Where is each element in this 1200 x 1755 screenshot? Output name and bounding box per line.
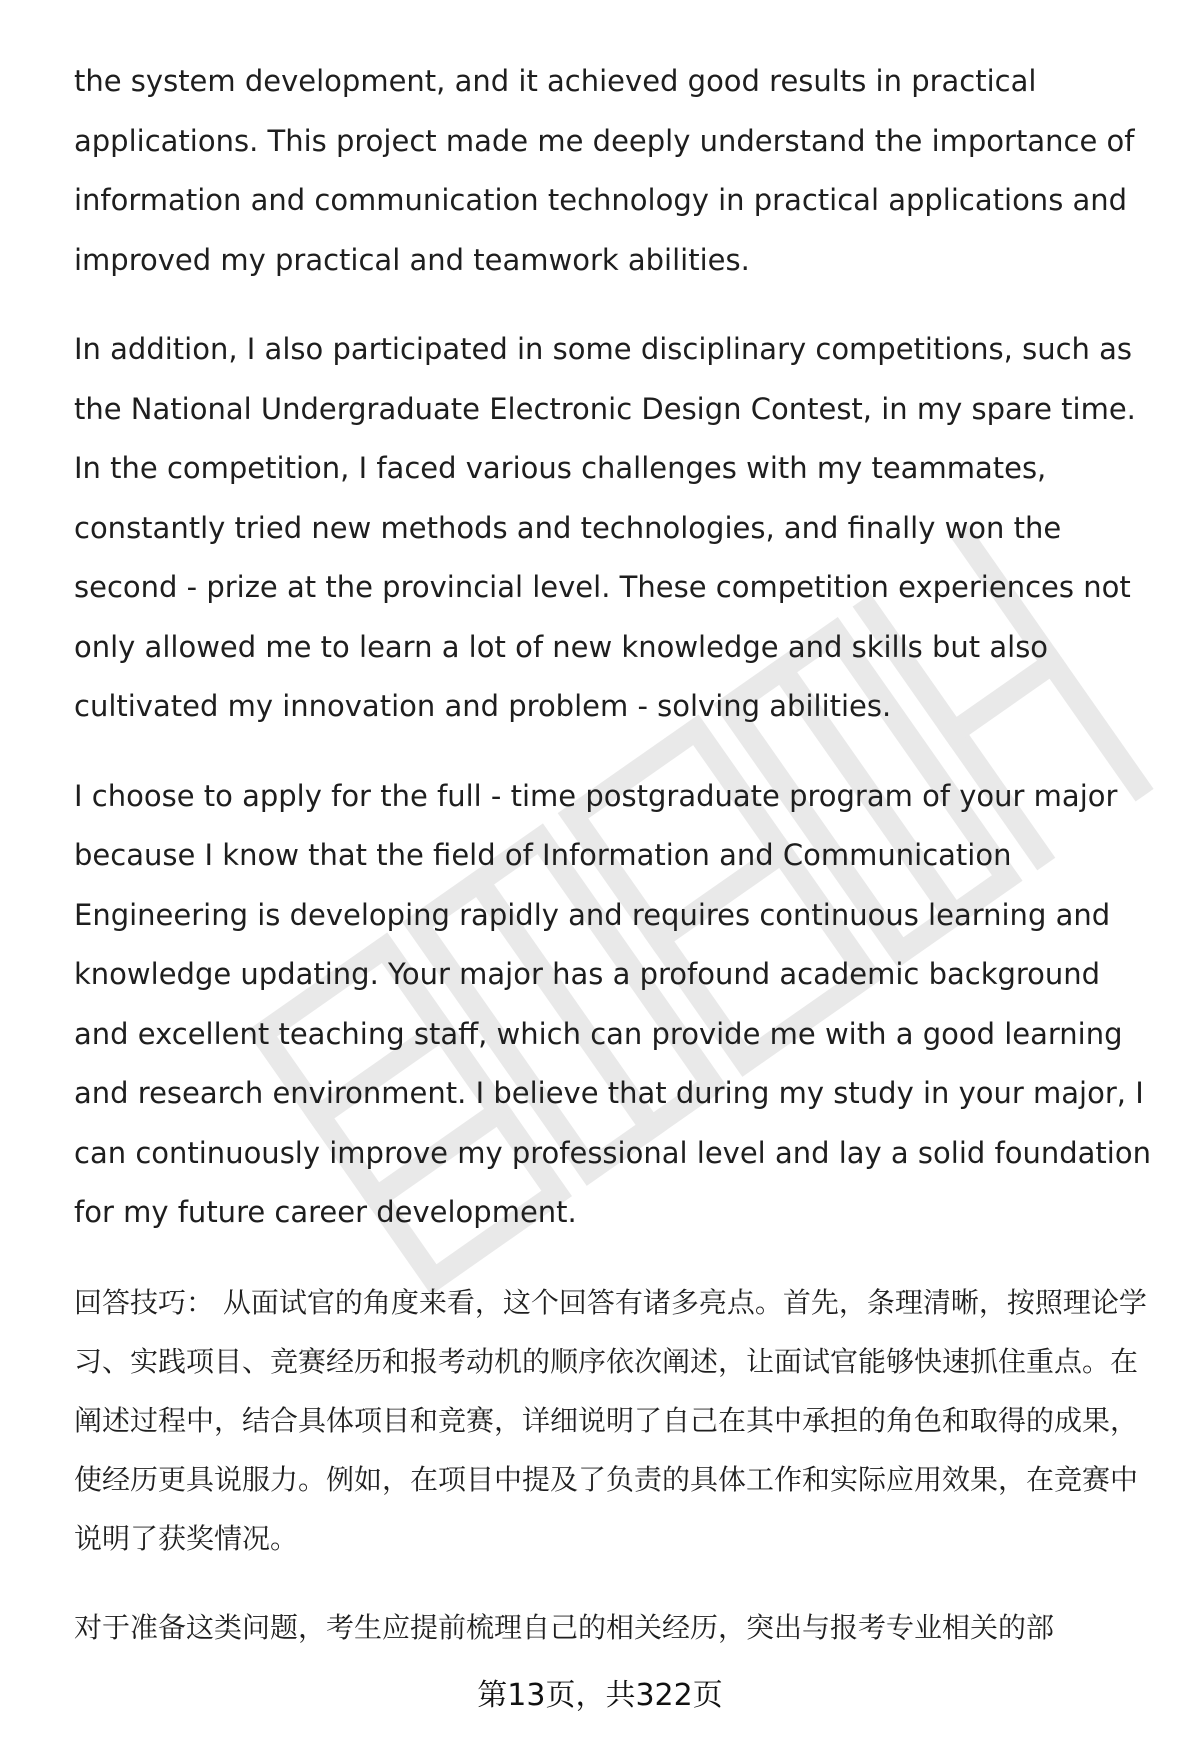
- page-number: 第13页，共322页: [477, 1678, 723, 1713]
- tips-text: 从面试官的角度来看，这个回答有诸多亮点。首先，条理清晰，按照理论学习、实践项目、竞赛经历和报考动机的顺序依次阐述，让面试官能够快速抓住重点。在阐述过程中，结合具体项目和竞赛，详细说明了自己在其中承担的角色和取得的成果，使经历更具说服力。例如，在项目中提及了负责的具体工作和实际应用效果，在竞赛中说明了获奖情况。: [74, 1285, 1147, 1555]
- paragraph-answer-tips: [74, 1273, 1154, 1568]
- paragraph-project-summary: the system development, and it achieved good results in practical applications. This project made me deeply understand the importance of information and communication technology in practical applications and improved my practical and teamwork abilities.: [74, 64, 1135, 277]
- paragraph-motivation: I choose to apply for the full - time postgraduate program of your major because I know that the field of Information and Communication Engineering is developing rapidly and requires continuous learning and knowledge updating. Your major has a profound academic background and excellent teaching staff, which can provide me with a good learning and research environment. I believe that during my study in your major, I can continuously improve my professional level and lay a solid foundation for my future career development.: [74, 778, 1151, 1229]
- paragraph-competitions: In addition, I also participated in some disciplinary competitions, such as the National Undergraduate Electronic Design Contest, in my spare time. In the competition, I faced various challenges with my teammates, constantly tried new methods and technologies, and finally won the second - prize at the provincial level. These competition experiences not only allowed me to learn a lot of new knowledge and skills but also cultivated my innovation and problem - solving abilities.: [74, 332, 1136, 723]
- document-body: [74, 52, 1154, 1687]
- paragraph-preparation-advice: 对于准备这类问题，考生应提前梳理自己的相关经历，突出与报考专业相关的部: [74, 1610, 1055, 1644]
- tips-label: 回答技巧：: [74, 1285, 215, 1319]
